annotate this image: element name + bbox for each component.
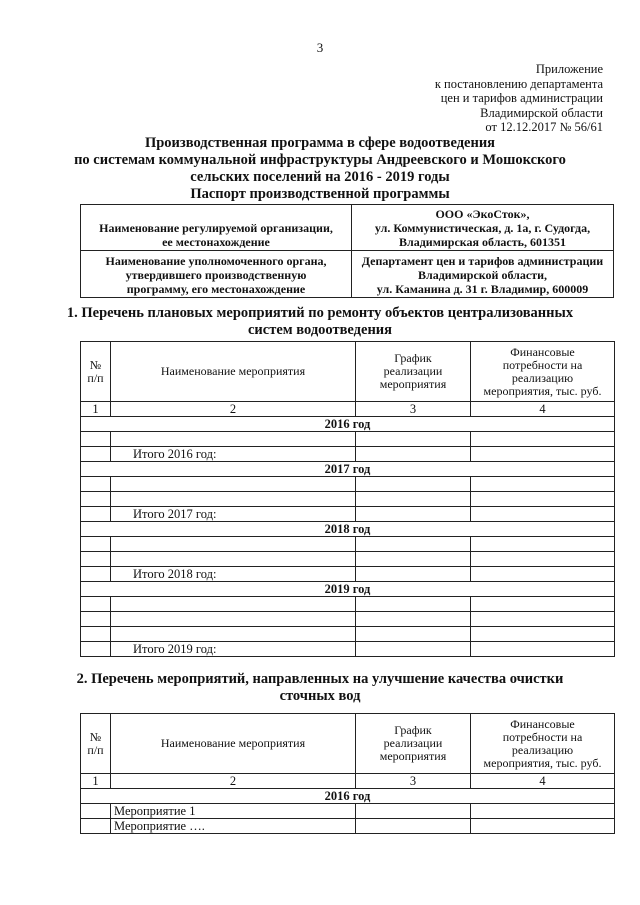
table-row — [81, 612, 615, 627]
page-number: 3 — [316, 40, 324, 55]
measure-name: Мероприятие 1 — [111, 804, 356, 819]
passport-text: ее местонахождение — [162, 235, 270, 249]
passport-text: Наименование уполномоченного органа, — [105, 254, 327, 268]
quality-measures-table — [80, 713, 615, 834]
header-cell-finance — [471, 714, 615, 774]
table-cell — [356, 432, 471, 447]
header-cell-schedule — [356, 714, 471, 774]
total-label: Итого 2017 год: — [111, 507, 356, 522]
total-label: Итого 2016 год: — [111, 447, 356, 462]
table-cell — [471, 567, 615, 582]
section1-title — [40, 305, 600, 339]
section-title-line: сточных вод — [279, 688, 361, 704]
table-cell — [356, 804, 471, 819]
table-cell — [81, 447, 111, 462]
year-row — [81, 789, 615, 804]
table-cell — [471, 477, 615, 492]
table-cell — [111, 552, 356, 567]
year-row — [81, 417, 615, 432]
passport-text: ул. Каманина д. 31 г. Владимир, 600009 — [376, 282, 589, 296]
header-cell-number — [81, 342, 111, 402]
appendix-line: к постановлению департамента — [434, 76, 603, 91]
passport-label — [81, 205, 352, 251]
header-cell-schedule — [356, 342, 471, 402]
passport-table — [80, 204, 614, 298]
total-label: Итого 2018 год: — [111, 567, 356, 582]
header-text: п/п — [87, 370, 104, 385]
table-cell — [471, 597, 615, 612]
header-text: потребности на — [502, 357, 583, 372]
table-row — [81, 492, 615, 507]
header-cell-name: Наименование мероприятия — [111, 342, 356, 402]
year-row — [81, 522, 615, 537]
header-text: № — [89, 357, 102, 372]
table-cell — [81, 432, 111, 447]
passport-text: Департамент цен и тарифов администрации — [361, 254, 604, 268]
passport-text: Владимирской области, — [417, 268, 548, 282]
title-line: Паспорт производственной программы — [190, 186, 450, 202]
year-label: 2018 год — [81, 522, 615, 537]
table-row — [81, 477, 615, 492]
table-cell — [81, 552, 111, 567]
header-text: График — [394, 723, 432, 737]
appendix-line: цен и тарифов администрации — [440, 91, 603, 106]
header-text: мероприятия, тыс. руб. — [483, 383, 602, 398]
title-line: Производственная программа в сфере водоотведения — [144, 135, 496, 151]
total-row — [81, 507, 615, 522]
header-text: реализацию — [511, 370, 574, 385]
total-row — [81, 642, 615, 657]
table-row — [81, 804, 615, 819]
table-cell — [471, 552, 615, 567]
table-cell — [471, 804, 615, 819]
header-cell-number — [81, 714, 111, 774]
table-cell — [471, 642, 615, 657]
year-label: 2016 год — [81, 417, 615, 432]
table-cell — [356, 552, 471, 567]
year-label: 2017 год — [81, 462, 615, 477]
passport-value — [352, 205, 614, 251]
table-cell — [81, 642, 111, 657]
table-cell — [356, 612, 471, 627]
year-row — [81, 582, 615, 597]
table-cell — [356, 477, 471, 492]
section-title-line: 2. Перечень мероприятий, направленных на улучшение качества очистки — [76, 671, 564, 687]
header-text: мероприятия — [379, 749, 447, 763]
appendix-block — [435, 62, 603, 135]
table-row — [81, 537, 615, 552]
year-row — [81, 462, 615, 477]
appendix-line: Владимирской области — [480, 105, 603, 120]
title-line: сельских поселений на 2016 - 2019 годы — [190, 169, 450, 185]
table-cell — [356, 642, 471, 657]
column-number: 4 — [471, 774, 615, 789]
column-number: 3 — [356, 402, 471, 417]
section-title-line: 1. Перечень плановых мероприятий по ремонту объектов централизованных — [66, 305, 574, 321]
measure-name: Мероприятие …. — [111, 819, 356, 834]
table-cell — [471, 432, 615, 447]
table-header-row — [81, 714, 615, 774]
table-cell — [356, 492, 471, 507]
table-cell — [471, 447, 615, 462]
header-text: Финансовые — [510, 716, 575, 731]
header-text: реализации — [383, 736, 443, 750]
header-cell-finance — [471, 342, 615, 402]
column-number-row — [81, 774, 615, 789]
table-cell — [471, 627, 615, 642]
column-number: 2 — [111, 774, 356, 789]
year-label: 2016 год — [81, 789, 615, 804]
table-cell — [471, 819, 615, 834]
table-header-row — [81, 342, 615, 402]
table-cell — [81, 804, 111, 819]
header-text: № — [89, 729, 102, 744]
table-cell — [111, 627, 356, 642]
header-text: потребности на — [502, 729, 583, 744]
table-cell — [81, 537, 111, 552]
column-number: 2 — [111, 402, 356, 417]
header-text: реализации — [383, 364, 443, 378]
passport-text: программу, его местонахождение — [126, 282, 306, 296]
header-cell-name: Наименование мероприятия — [111, 714, 356, 774]
header-text: мероприятия, тыс. руб. — [483, 755, 602, 770]
total-label: Итого 2019 год: — [111, 642, 356, 657]
table-cell — [471, 492, 615, 507]
repair-works-table — [80, 341, 615, 657]
table-row — [81, 432, 615, 447]
table-row — [81, 597, 615, 612]
column-number: 1 — [81, 402, 111, 417]
table-cell — [356, 537, 471, 552]
table-cell — [356, 567, 471, 582]
passport-value — [352, 251, 614, 298]
column-number: 4 — [471, 402, 615, 417]
column-number-row — [81, 402, 615, 417]
title-line: по системам коммунальной инфраструктуры Андреевского и Мошокского — [74, 152, 566, 168]
table-cell — [471, 507, 615, 522]
column-number: 1 — [81, 774, 111, 789]
table-cell — [81, 507, 111, 522]
table-cell — [471, 537, 615, 552]
table-cell — [81, 612, 111, 627]
table-cell — [111, 537, 356, 552]
passport-text: ул. Коммунистическая, д. 1а, г. Судогда, — [374, 221, 591, 235]
table-cell — [81, 819, 111, 834]
table-cell — [111, 612, 356, 627]
table-cell — [356, 507, 471, 522]
passport-text: утвердившего производственную — [125, 268, 307, 282]
table-cell — [356, 627, 471, 642]
passport-row — [81, 251, 614, 298]
year-label: 2019 год — [81, 582, 615, 597]
table-cell — [111, 492, 356, 507]
passport-text: ООО «ЭкоСток», — [435, 207, 530, 221]
total-row — [81, 567, 615, 582]
appendix-line: Приложение — [535, 62, 603, 76]
appendix-line: от 12.12.2017 № 56/61 — [485, 120, 603, 135]
passport-row — [81, 205, 614, 251]
header-text: мероприятия — [379, 377, 447, 391]
document-title — [40, 135, 600, 203]
header-text: п/п — [87, 742, 104, 757]
table-cell — [356, 819, 471, 834]
table-cell — [81, 627, 111, 642]
table-cell — [81, 597, 111, 612]
passport-text: Владимирская область, 601351 — [398, 235, 567, 249]
table-row — [81, 627, 615, 642]
table-cell — [356, 597, 471, 612]
section2-title — [40, 671, 600, 705]
table-cell — [471, 612, 615, 627]
table-cell — [111, 597, 356, 612]
table-cell — [81, 477, 111, 492]
table-cell — [81, 492, 111, 507]
column-number: 3 — [356, 774, 471, 789]
section-title-line: систем водоотведения — [247, 322, 393, 338]
table-row — [81, 819, 615, 834]
table-cell — [111, 432, 356, 447]
table-cell — [356, 447, 471, 462]
header-text: График — [394, 351, 432, 365]
table-row — [81, 552, 615, 567]
passport-text: Наименование регулируемой организации, — [99, 221, 333, 235]
passport-label — [81, 251, 352, 298]
header-text: Финансовые — [510, 344, 575, 359]
table-cell — [81, 567, 111, 582]
total-row — [81, 447, 615, 462]
table-cell — [111, 477, 356, 492]
header-text: реализацию — [511, 742, 574, 757]
